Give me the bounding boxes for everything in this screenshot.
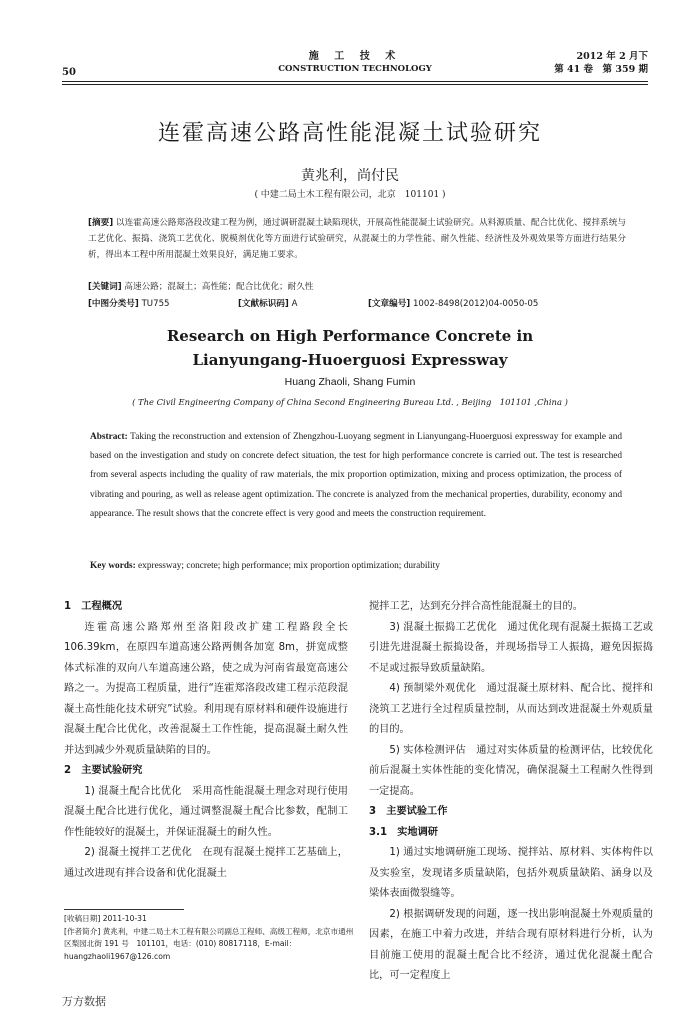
author-bio: [作者简介] 黄兆利，中建二局土木工程有限公司副总工程师、高级工程师，北京市通州区梨园北街 191 号 101101，电话：(010) 80817118，E-mail：huangzhaoli1967@126.com	[64, 926, 354, 961]
paragraph: 2) 根据调研发现的问题，逐一找出影响混凝土外观质量的因素，在施工中着力改进，并结合现有原材料进行分析，认为目前施工使用的混凝土配合比不经济，通过优化混凝土配合比，可一定程度上	[369, 908, 653, 981]
doc-code	[238, 296, 297, 312]
abstract-en-label: Abstract:	[90, 432, 128, 442]
section-heading-3: 3 主要试验工作	[369, 806, 448, 817]
keywords-cn-text: 高速公路；混凝土；高性能；配合比优化；耐久性	[124, 282, 314, 292]
body-column-right	[369, 597, 653, 1003]
journal-name-cn: 施 工 技 术	[308, 51, 402, 62]
header-rule	[62, 81, 648, 82]
paragraph: 2) 混凝土搅拌工艺优化 在现有混凝土搅拌工艺基础上，通过改进现有拌合设备和优化混凝土	[64, 847, 348, 879]
article-number-label: [文章编号]	[368, 299, 411, 309]
paper-title-en-line2: Lianyungang-Huoerguosi Expressway	[192, 351, 508, 369]
article-number	[368, 296, 538, 312]
page-header	[62, 50, 648, 80]
subsection-heading-3-1: 3.1 实地调研	[369, 826, 438, 838]
paragraph-continued: 搅拌工艺，达到充分拌合高性能混凝土的目的。	[369, 601, 583, 612]
abstract-cn	[88, 215, 626, 263]
clc-number	[88, 296, 170, 312]
clc-label: [中图分类号]	[88, 299, 139, 309]
section-heading-1: 1 工程概况	[64, 601, 123, 612]
paper-title-en	[0, 324, 700, 372]
paragraph: 4) 预制梁外观优化 通过混凝土原材料、配合比、搅拌和浇筑工艺进行全过程质量控制，从而达到改进混凝土外观质量的目的。	[369, 683, 653, 735]
keywords-cn-label: [关键词]	[88, 282, 122, 292]
clc-value: TU755	[141, 299, 170, 309]
issue-date: 2012 年 2 月下	[576, 51, 648, 62]
abstract-en	[90, 428, 622, 524]
paragraph: 连霍高速公路郑州至洛阳段改扩建工程路段全长 106.39km，在原四车道高速公路两侧各加宽 8m，拼宽成整体式标准的双向八车道高速公路，使之成为河南省最宽高速公路之一。为提高工程质量，进行“连霍郑洛段改建工程示范段混凝土高性能化技术研究”试验。利用现有原材料和硬件设施进行混凝土配合比优化，改善混凝土工作性能，提高混凝土耐久性并达到减少外观质量缺陷的目的。	[64, 621, 348, 756]
paragraph: 1) 通过实地调研施工现场、搅拌站、原材料、实体构件以及实验室，发现诸多质量缺陷，包括外观质量缺陷、涵身以及梁体表面微裂缝等。	[369, 847, 653, 899]
paragraph: 3) 混凝土振捣工艺优化 通过优化现有混凝土振捣工艺或引进先进混凝土振捣设备，并现场指导工人振捣，避免因振捣不足或过振导致质量缺陷。	[369, 621, 653, 674]
authors-en: Huang Zhaoli, Shang Fumin	[284, 376, 416, 388]
journal-name-en: CONSTRUCTION TECHNOLOGY	[278, 64, 432, 74]
paper-title-cn: 连霍高速公路高性能混凝土试验研究	[157, 121, 542, 146]
keywords-en	[90, 557, 622, 575]
paragraph: 1) 混凝土配合比优化 采用高性能混凝土理念对现行使用混凝土配合比进行优化，通过调整混凝土配合比参数，配制工作性能较好的混凝土，并保证混凝土的耐久性。	[64, 785, 348, 838]
issue-volume: 第 41 卷 第 359 期	[554, 64, 648, 75]
header-rule-thin	[62, 84, 648, 85]
abstract-en-text: Taking the reconstruction and extension of Zhengzhou-Luoyang segment in Lianyungang-Huoerguosi expressway for example and based on the investigation and study on concrete defect situation, the test for high performance concrete is carried out. The test is researched from several aspects including the quality of raw materials, the mix proportion optimization, mixing and process optimization, the process of vibrating and pouring, as well as release agent optimization. The concrete is analyzed from the mechanical properties, durability, economy and appearance. The result shows that the concrete effect is very good and meets the construction requirement.	[90, 432, 623, 519]
footnote	[64, 913, 354, 963]
keywords-en-text: expressway; concrete; high performance; mix proportion optimization; durability	[138, 561, 440, 571]
abstract-cn-text: 以连霍高速公路郑洛段改建工程为例，通过调研混凝土缺陷现状，开展高性能混凝土试验研究。从料源质量、配合比优化、搅拌系统与工艺优化、振捣、浇筑工艺优化、脱模剂优化等方面进行试验研究，从混凝土的力学性能、耐久性能、经济性及外观效果等方面进行结果分析，得出本工程中所用混凝土效果良好，满足施工要求。	[88, 218, 627, 260]
authors-cn: 黄兆利，尚付民	[301, 168, 399, 184]
paragraph: 5) 实体检测评估 通过对实体质量的检测评估，比较优化前后混凝土实体性能的变化情况，确保混凝土工程耐久性得到一定提高。	[369, 744, 653, 797]
page-number: 50	[62, 67, 76, 78]
abstract-cn-label: [摘要]	[88, 218, 114, 228]
affiliation-cn: ( 中建二局土木工程有限公司，北京 101101 )	[254, 190, 446, 200]
watermark-text: 万方数据	[62, 995, 106, 1008]
footnote-rule	[64, 909, 184, 910]
section-heading-2: 2 主要试验研究	[64, 765, 143, 776]
article-number-value: 1002-8498(2012)04-0050-05	[412, 299, 539, 309]
keywords-en-label: Key words:	[90, 561, 136, 571]
body-column-left	[64, 597, 348, 909]
issue-info	[554, 50, 648, 76]
affiliation-en: ( The Civil Engineering Company of China Second Engineering Bureau Ltd. , Beijing 101101 ,China )	[132, 397, 568, 407]
keywords-cn	[88, 279, 626, 295]
received-date: [收稿日期] 2011-10-31	[64, 914, 147, 923]
doc-code-label: [文献标识码]	[238, 299, 289, 309]
doc-code-value: A	[291, 299, 298, 309]
paper-title-en-line1: Research on High Performance Concrete in	[166, 327, 534, 345]
